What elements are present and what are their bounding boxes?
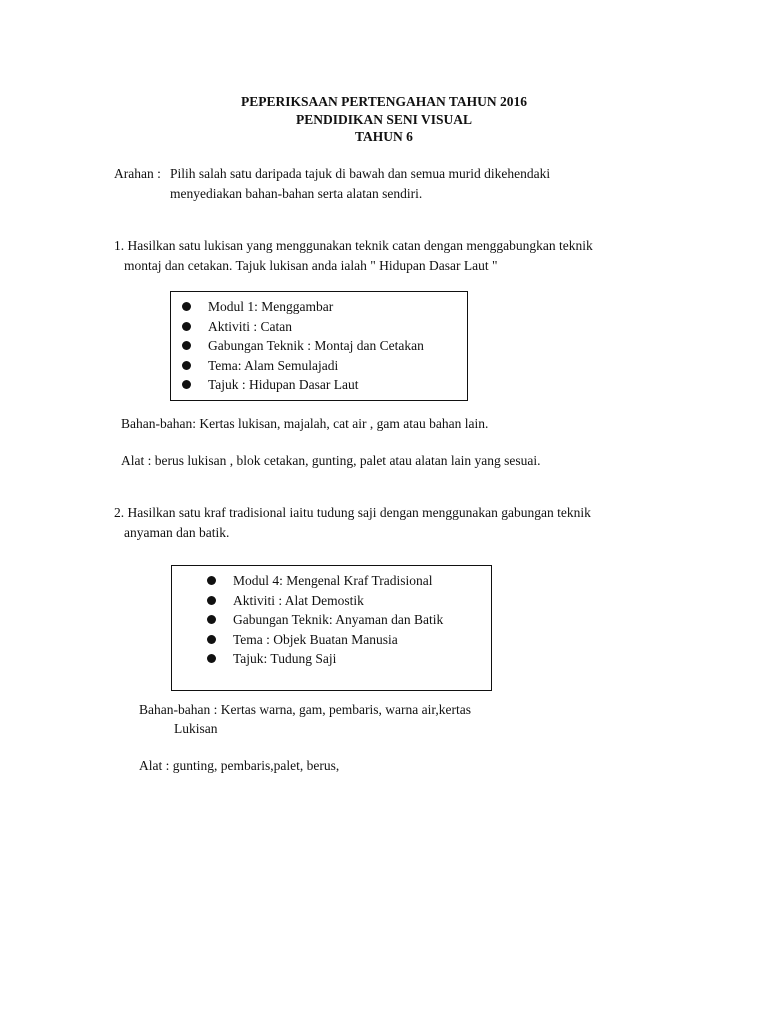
question-2-materials-line-1: Bahan-bahan : Kertas warna, gam, pembaris, warna air,kertas [139,702,471,717]
bullet-icon [182,322,191,331]
question-2-info-box: Modul 4: Mengenal Kraf Tradisional Aktiviti : Alat Demostik Gabungan Teknik: Anyaman dan Batik Tema : Objek Buatan Manusia Tajuk: Tudung Saji [171,565,492,691]
bullet-icon [207,596,216,605]
question-1-line-1: 1. Hasilkan satu lukisan yang menggunakan teknik catan dengan menggabungkan teknik [114,238,593,253]
question-1-materials: Bahan-bahan: Kertas lukisan, majalah, cat air , gam atau bahan lain. [121,416,489,431]
question-1-info-box: Modul 1: Menggambar Aktiviti : Catan Gabungan Teknik : Montaj dan Cetakan Tema: Alam Semulajadi Tajuk : Hidupan Dasar Laut [170,291,468,401]
bullet-icon [182,361,191,370]
document-header [0,93,768,146]
question-1-line-2: montaj dan cetakan. Tajuk lukisan anda ialah " Hidupan Dasar Laut " [124,257,498,273]
year-title: TAHUN 6 [355,129,413,144]
instructions-line-2: menyediakan bahan-bahan serta alatan sendiri. [170,185,423,201]
question-1-tools: Alat : berus lukisan , blok cetakan, gunting, palet atau alatan lain yang sesuai. [121,453,541,468]
question-2-line-1: 2. Hasilkan satu kraf tradisional iaitu tudung saji dengan menggunakan gabungan teknik [114,505,591,520]
bullet-icon [207,654,216,663]
question-2-tools: Alat : gunting, pembaris,palet, berus, [139,758,340,773]
bullet-icon [182,302,191,311]
instructions-label: Arahan : [114,166,161,181]
exam-title: PEPERIKSAAN PERTENGAHAN TAHUN 2016 [241,94,527,109]
bullet-icon [207,635,216,644]
instructions-line-1: Pilih salah satu daripada tajuk di bawah dan semua murid dikehendaki [170,166,551,181]
question-2-materials-line-2: Lukisan [174,721,218,736]
subject-title: PENDIDIKAN SENI VISUAL [295,111,473,127]
bullet-icon [182,341,191,350]
bullet-icon [207,615,216,624]
question-2-line-2: anyaman dan batik. [124,524,230,540]
bullet-icon [207,576,216,585]
bullet-icon [182,380,191,389]
